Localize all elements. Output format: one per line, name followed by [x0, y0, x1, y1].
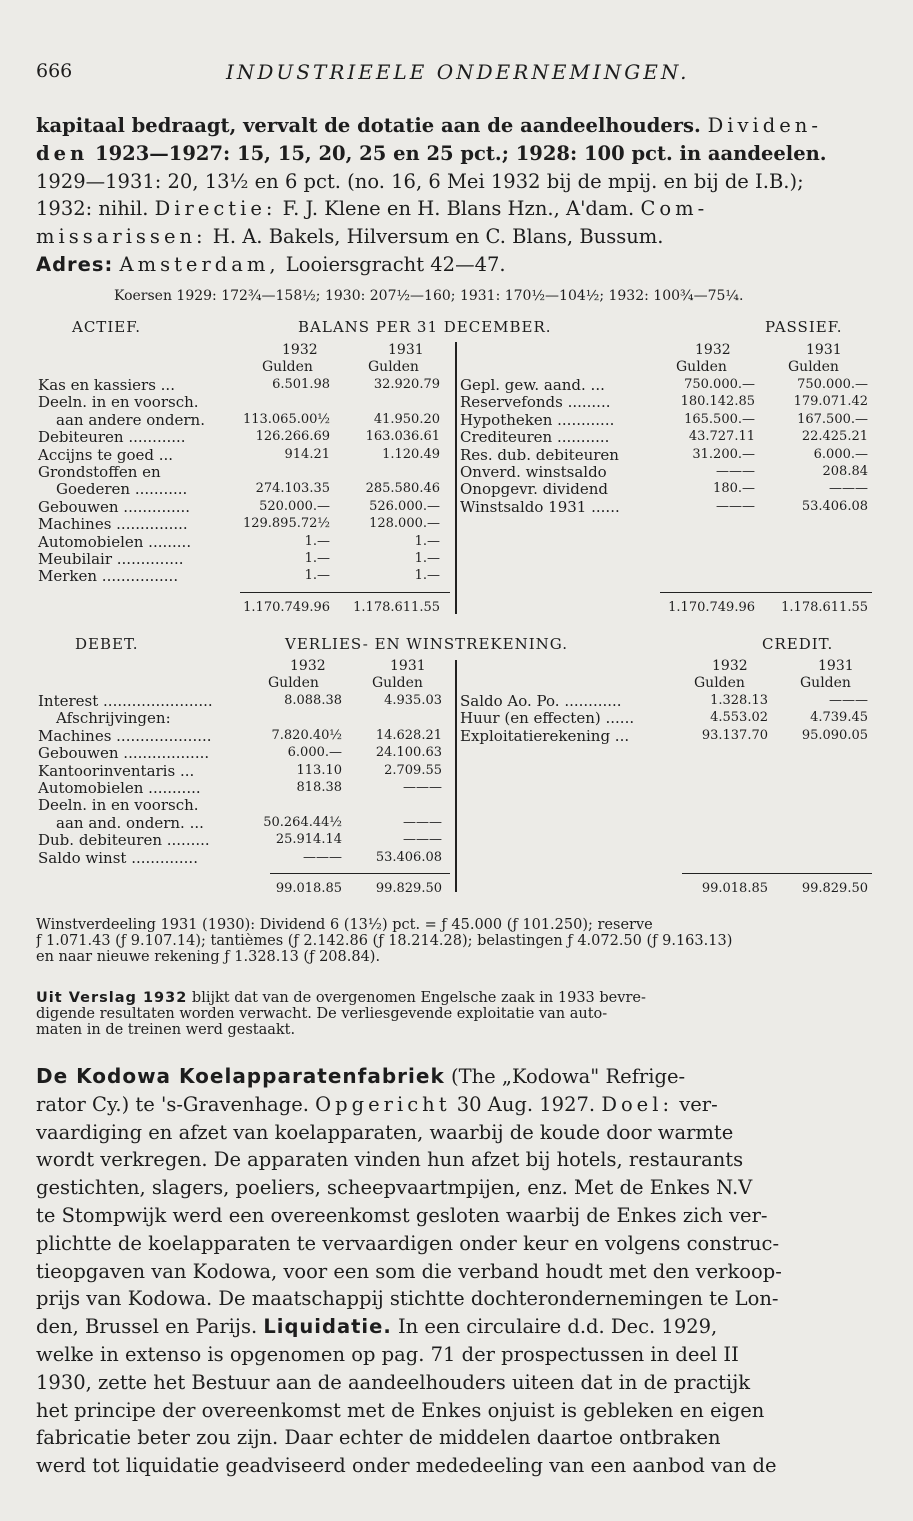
- row-label: Huur (en effecten) ......: [460, 709, 635, 728]
- row-value: 750.000.—: [797, 377, 868, 392]
- row-label: Afschrijvingen:: [56, 709, 171, 728]
- unit-label: Gulden: [800, 675, 851, 691]
- row-value: 50.264.44½: [263, 814, 342, 830]
- row-value: 22.425.21: [801, 429, 868, 445]
- year-label: 1931: [390, 658, 426, 674]
- row-label: Onverd. winstsaldo: [460, 463, 607, 481]
- row-value: ———: [403, 814, 442, 830]
- row-value: 180.142.85: [680, 394, 755, 410]
- unit-label: Gulden: [676, 359, 727, 375]
- row-value: 6.501.98: [272, 377, 330, 392]
- row-value: 4.553.02: [710, 710, 768, 726]
- total-rule: [240, 592, 450, 593]
- row-value: 208.84: [822, 464, 868, 479]
- text-line: Winstverdeeling 1931 (1930): Dividend 6 (13½) pct. = ƒ 45.000 (ƒ 101.250); reserve: [36, 917, 653, 933]
- total-value: 1.178.611.55: [353, 600, 440, 615]
- row-label: Merken ................: [38, 567, 179, 586]
- text-line: plichtte de koelapparaten te vervaardigen onder keur en volgens construc-: [36, 1231, 780, 1255]
- text-line: Uit Verslag 1932 blijkt dat van de overgenomen Engelsche zaak in 1933 bevre-: [36, 990, 646, 1006]
- text-line: tieopgaven van Kodowa, voor een som die verband houdt met den verkoop-: [36, 1259, 782, 1283]
- running-title: INDUSTRIEELE ONDERNEMINGEN.: [226, 60, 690, 84]
- row-value: 179.071.42: [793, 394, 868, 410]
- row-value: 1.120.49: [382, 446, 440, 462]
- row-value: 526.000.—: [369, 498, 440, 514]
- year-label: 1931: [388, 342, 424, 358]
- text-line: digende resultaten worden verwacht. De verliesgevende exploitatie van auto-: [36, 1006, 608, 1022]
- row-label: Deeln. in en voorsch.: [38, 796, 199, 815]
- row-value: 4.935.03: [384, 693, 442, 708]
- row-value: 14.628.21: [375, 727, 442, 743]
- text-line: 1929—1931: 20, 13½ en 6 pct. (no. 16, 6 Mei 1932 bij de mpij. en bij de I.B.);: [36, 169, 804, 193]
- year-label: 1931: [818, 658, 854, 674]
- text-line: 1930, zette het Bestuur aan de aandeelhouders uiteen dat in de practijk: [36, 1370, 751, 1394]
- row-value: 167.500.—: [797, 411, 868, 427]
- row-value: ———: [303, 849, 342, 865]
- row-label: Saldo Ao. Po. ............: [460, 692, 622, 710]
- row-value: 274.103.35: [255, 481, 330, 497]
- actief-heading: ACTIEF.: [72, 318, 142, 336]
- text-line: welke in extenso is opgenomen op pag. 71 der prospectussen in deel II: [36, 1342, 739, 1366]
- total-value: 1.178.611.55: [781, 600, 868, 615]
- row-value: 113.065.00½: [242, 411, 330, 427]
- pl-title: VERLIES- EN WINSTREKENING.: [285, 635, 568, 653]
- total-value: 99.018.85: [701, 881, 768, 896]
- row-value: 8.088.38: [284, 693, 342, 708]
- row-value: 163.036.61: [365, 429, 440, 445]
- row-value: 43.727.11: [688, 429, 755, 445]
- row-value: 95.090.05: [801, 727, 868, 743]
- text-line: den, Brussel en Parijs. Liquidatie. In een circulaire d.d. Dec. 1929,: [36, 1315, 718, 1339]
- row-label: Winstsaldo 1931 ......: [460, 497, 620, 516]
- text-line: fabricatie beter zou zijn. Daar echter de middelen daartoe ontbraken: [36, 1426, 721, 1450]
- winstverdeeling-note: [36, 917, 878, 965]
- text-line: en naar nieuwe rekening ƒ 1.328.13 (ƒ 208.84).: [36, 949, 381, 965]
- year-label: 1932: [712, 658, 748, 674]
- row-value: 1.—: [304, 551, 330, 566]
- row-value: ———: [403, 780, 442, 795]
- text-line: Adres: Amsterdam, Looiersgracht 42—47.: [36, 252, 506, 276]
- unit-label: Gulden: [694, 675, 745, 691]
- row-value: 1.—: [304, 568, 330, 584]
- row-label: Exploitatierekening ...: [460, 726, 630, 745]
- year-label: 1931: [806, 342, 842, 358]
- row-value: 25.914.14: [275, 832, 342, 848]
- row-value: 165.500.—: [684, 411, 755, 427]
- text-line: missarissen: H. A. Bakels, Hilversum en C. Blans, Bussum.: [36, 225, 664, 249]
- text-line: ƒ 1.071.43 (ƒ 9.107.14); tantièmes (ƒ 2.142.86 (ƒ 18.214.28); belastingen ƒ 4.072.50 (ƒ 9.163.13): [36, 933, 733, 949]
- passief-heading: PASSIEF.: [765, 318, 843, 336]
- row-label: Meubilair ..............: [38, 550, 184, 568]
- row-value: 2.709.55: [384, 762, 442, 778]
- text-line: den 1923—1927: 15, 15, 20, 25 en 25 pct.; 1928: 100 pct. in aandeelen.: [36, 141, 827, 165]
- row-label: Machines ...............: [38, 515, 188, 534]
- row-label: aan and. ondern. ...: [56, 813, 204, 832]
- row-label: Saldo winst ..............: [38, 848, 198, 867]
- row-value: 4.739.45: [810, 710, 868, 726]
- page-header: [36, 60, 876, 90]
- row-label: Accijns te goed ...: [38, 445, 174, 464]
- row-label: Kantoorinventaris ...: [38, 761, 195, 780]
- row-label: Automobielen ...........: [38, 779, 201, 797]
- row-label: Reservefonds .........: [460, 393, 611, 412]
- text-line: gestichten, slagers, poeliers, scheepvaartmpijen, enz. Met de Enkes N.V: [36, 1176, 753, 1200]
- row-label: Gebouwen ..............: [38, 497, 191, 516]
- text-line: kapitaal bedraagt, vervalt de dotatie aan de aandeelhouders. Dividen-: [36, 114, 822, 137]
- koersen-line: Koersen 1929: 172¾—158½; 1930: 207½—160; 1931: 170½—104½; 1932: 100¾—75¼.: [114, 288, 744, 304]
- row-value: 6.000.—: [813, 446, 868, 462]
- debet-heading: DEBET.: [75, 635, 139, 653]
- row-value: 1.—: [414, 551, 440, 566]
- row-label: Gebouwen ..................: [38, 744, 210, 763]
- column-divider: [455, 342, 457, 614]
- year-label: 1932: [290, 658, 326, 674]
- row-value: 128.000.—: [369, 516, 440, 532]
- row-value: 7.820.40½: [271, 727, 342, 743]
- text-line: werd tot liquidatie geadviseerd onder mededeeling van een aanbod van de: [36, 1454, 777, 1478]
- text-line: te Stompwijk werd een overeenkomst gesloten waarbij de Enkes zich ver-: [36, 1203, 768, 1227]
- row-value: 126.266.69: [255, 429, 330, 445]
- unit-label: Gulden: [788, 359, 839, 375]
- row-label: Automobielen .........: [38, 532, 192, 551]
- row-label: Deeln. in en voorsch.: [38, 393, 199, 412]
- row-value: 285.580.46: [365, 481, 440, 497]
- row-value: 32.920.79: [373, 377, 440, 392]
- unit-label: Gulden: [368, 359, 419, 375]
- total-value: 99.829.50: [375, 881, 442, 896]
- total-rule: [682, 873, 872, 874]
- text-line: prijs van Kodowa. De maatschappij stichtte dochterondernemingen te Lon-: [36, 1287, 779, 1311]
- text-line: 1932: nihil. Directie: F. J. Klene en H. Blans Hzn., A'dam. Com-: [36, 197, 709, 221]
- row-value: 53.406.08: [375, 849, 442, 865]
- total-value: 1.170.749.96: [243, 600, 330, 615]
- row-value: 1.—: [414, 533, 440, 549]
- text-line: maten in de treinen werd gestaakt.: [36, 1022, 296, 1038]
- row-label: Gepl. gew. aand. ...: [460, 376, 605, 394]
- row-label: Crediteuren ...........: [460, 428, 610, 447]
- row-value: 1.—: [414, 568, 440, 584]
- row-label: Res. dub. debiteuren: [460, 445, 619, 464]
- page-number: 666: [36, 60, 73, 82]
- row-value: 818.38: [296, 780, 342, 795]
- text-line: De Kodowa Koelapparatenfabriek (The „Kodowa" Refrige-: [36, 1064, 686, 1088]
- row-value: 520.000.—: [259, 498, 330, 514]
- row-label: Interest .......................: [38, 692, 213, 710]
- row-value: 24.100.63: [375, 745, 442, 761]
- unit-label: Gulden: [262, 359, 313, 375]
- row-value: 180.—: [713, 481, 755, 497]
- verslag-note: [36, 990, 878, 1038]
- column-divider: [455, 660, 457, 892]
- kodowa-paragraph: [36, 1063, 878, 1480]
- row-label: Hypotheken ............: [460, 410, 615, 429]
- intro-paragraph: [36, 112, 878, 279]
- row-label: Goederen ...........: [56, 480, 188, 499]
- row-label: Kas en kassiers ...: [38, 376, 175, 394]
- year-label: 1932: [695, 342, 731, 358]
- credit-heading: CREDIT.: [762, 635, 834, 653]
- total-rule: [660, 592, 872, 593]
- text-line: wordt verkregen. De apparaten vinden hun afzet bij hotels, restaurants: [36, 1148, 744, 1172]
- row-value: 750.000.—: [684, 377, 755, 392]
- row-value: 914.21: [284, 446, 330, 462]
- row-value: 31.200.—: [692, 446, 755, 462]
- text-line: vaardiging en afzet van koelapparaten, waarbij de koude door warmte: [36, 1120, 734, 1144]
- total-rule: [270, 873, 450, 874]
- row-label: Debiteuren ............: [38, 428, 186, 447]
- row-value: 53.406.08: [801, 498, 868, 514]
- row-value: 1.—: [304, 533, 330, 549]
- row-value: 41.950.20: [373, 411, 440, 427]
- total-value: 99.829.50: [801, 881, 868, 896]
- row-label: Onopgevr. dividend: [460, 480, 609, 499]
- text-line: het principe der overeenkomst met de Enkes onjuist is gebleken en eigen: [36, 1398, 765, 1422]
- row-label: Dub. debiteuren .........: [38, 831, 210, 850]
- row-label: aan andere ondern.: [56, 410, 205, 429]
- year-label: 1932: [282, 342, 318, 358]
- row-value: ———: [716, 498, 755, 514]
- row-value: 6.000.—: [287, 745, 342, 761]
- row-value: 93.137.70: [701, 727, 768, 743]
- row-value: ———: [829, 693, 868, 708]
- row-label: Grondstoffen en: [38, 463, 161, 481]
- row-value: ———: [829, 481, 868, 497]
- row-label: Machines ....................: [38, 726, 212, 745]
- row-value: 1.328.13: [710, 693, 768, 708]
- unit-label: Gulden: [372, 675, 423, 691]
- total-value: 1.170.749.96: [668, 600, 755, 615]
- row-value: ———: [716, 464, 755, 479]
- row-value: ———: [403, 832, 442, 848]
- text-line: rator Cy.) te 's-Gravenhage. Opgericht 30 Aug. 1927. Doel: ver-: [36, 1092, 718, 1116]
- balance-title: BALANS PER 31 DECEMBER.: [298, 318, 552, 336]
- row-value: 129.895.72½: [242, 516, 330, 532]
- unit-label: Gulden: [268, 675, 319, 691]
- row-value: 113.10: [296, 762, 342, 778]
- total-value: 99.018.85: [275, 881, 342, 896]
